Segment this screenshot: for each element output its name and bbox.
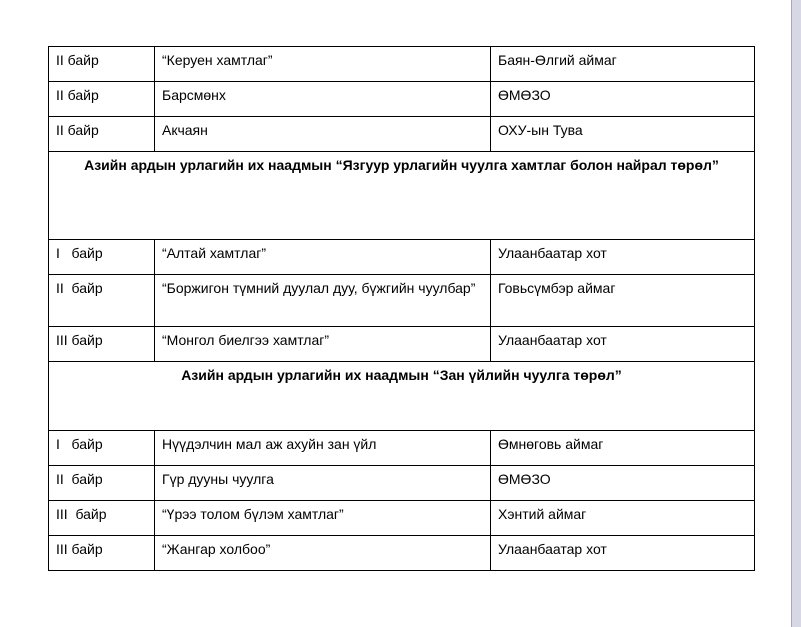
- table-row: [49, 47, 755, 82]
- name-cell: “Боржигон түмний дуулал дуу, бүжгийн чуулбар”: [155, 275, 491, 327]
- location-cell: ӨМӨЗО: [491, 82, 755, 117]
- place-cell: III байр: [49, 536, 155, 571]
- name-cell: Акчаян: [155, 117, 491, 152]
- table-row: [49, 117, 755, 152]
- table-row: [49, 275, 755, 327]
- place-cell: II байр: [49, 47, 155, 82]
- location-cell: Улаанбаатар хот: [491, 327, 755, 362]
- table-row: [49, 327, 755, 362]
- table-row: [49, 431, 755, 466]
- name-cell: Нүүдэлчин мал аж ахуйн зан үйл: [155, 431, 491, 466]
- table-row: [49, 501, 755, 536]
- table-row: [49, 240, 755, 275]
- location-cell: Улаанбаатар хот: [491, 536, 755, 571]
- location-cell: ОХУ-ын Тува: [491, 117, 755, 152]
- results-table: [48, 46, 755, 571]
- name-cell: “Үрээ толом бүлэм хамтлаг”: [155, 501, 491, 536]
- place-cell: I байр: [49, 240, 155, 275]
- place-cell: II байр: [49, 117, 155, 152]
- name-cell: Гүр дууны чуулга: [155, 466, 491, 501]
- name-cell: “Керуен хамтлаг”: [155, 47, 491, 82]
- location-cell: Өмнөговь аймаг: [491, 431, 755, 466]
- page-edge-shadow: [792, 0, 801, 627]
- place-cell: III байр: [49, 327, 155, 362]
- location-cell: Улаанбаатар хот: [491, 240, 755, 275]
- location-cell: Баян-Өлгий аймаг: [491, 47, 755, 82]
- place-cell: I байр: [49, 431, 155, 466]
- table-row: [49, 82, 755, 117]
- section-header-row: [49, 152, 755, 240]
- name-cell: Барсмөнх: [155, 82, 491, 117]
- place-cell: II байр: [49, 275, 155, 327]
- place-cell: II байр: [49, 82, 155, 117]
- table-row: [49, 536, 755, 571]
- name-cell: “Жангар холбоо”: [155, 536, 491, 571]
- section-title: Азийн ардын урлагийн их наадмын “Зан үйлийн чуулга төрөл”: [49, 362, 755, 431]
- place-cell: III байр: [49, 501, 155, 536]
- section-title: Азийн ардын урлагийн их наадмын “Язгуур урлагийн чуулга хамтлаг болон найрал төрөл”: [49, 152, 755, 240]
- location-cell: Хэнтий аймаг: [491, 501, 755, 536]
- place-cell: II байр: [49, 466, 155, 501]
- table-row: [49, 466, 755, 501]
- section-header-row: [49, 362, 755, 431]
- name-cell: “Алтай хамтлаг”: [155, 240, 491, 275]
- location-cell: Говьсүмбэр аймаг: [491, 275, 755, 327]
- location-cell: ӨМӨЗО: [491, 466, 755, 501]
- name-cell: “Монгол биелгээ хамтлаг”: [155, 327, 491, 362]
